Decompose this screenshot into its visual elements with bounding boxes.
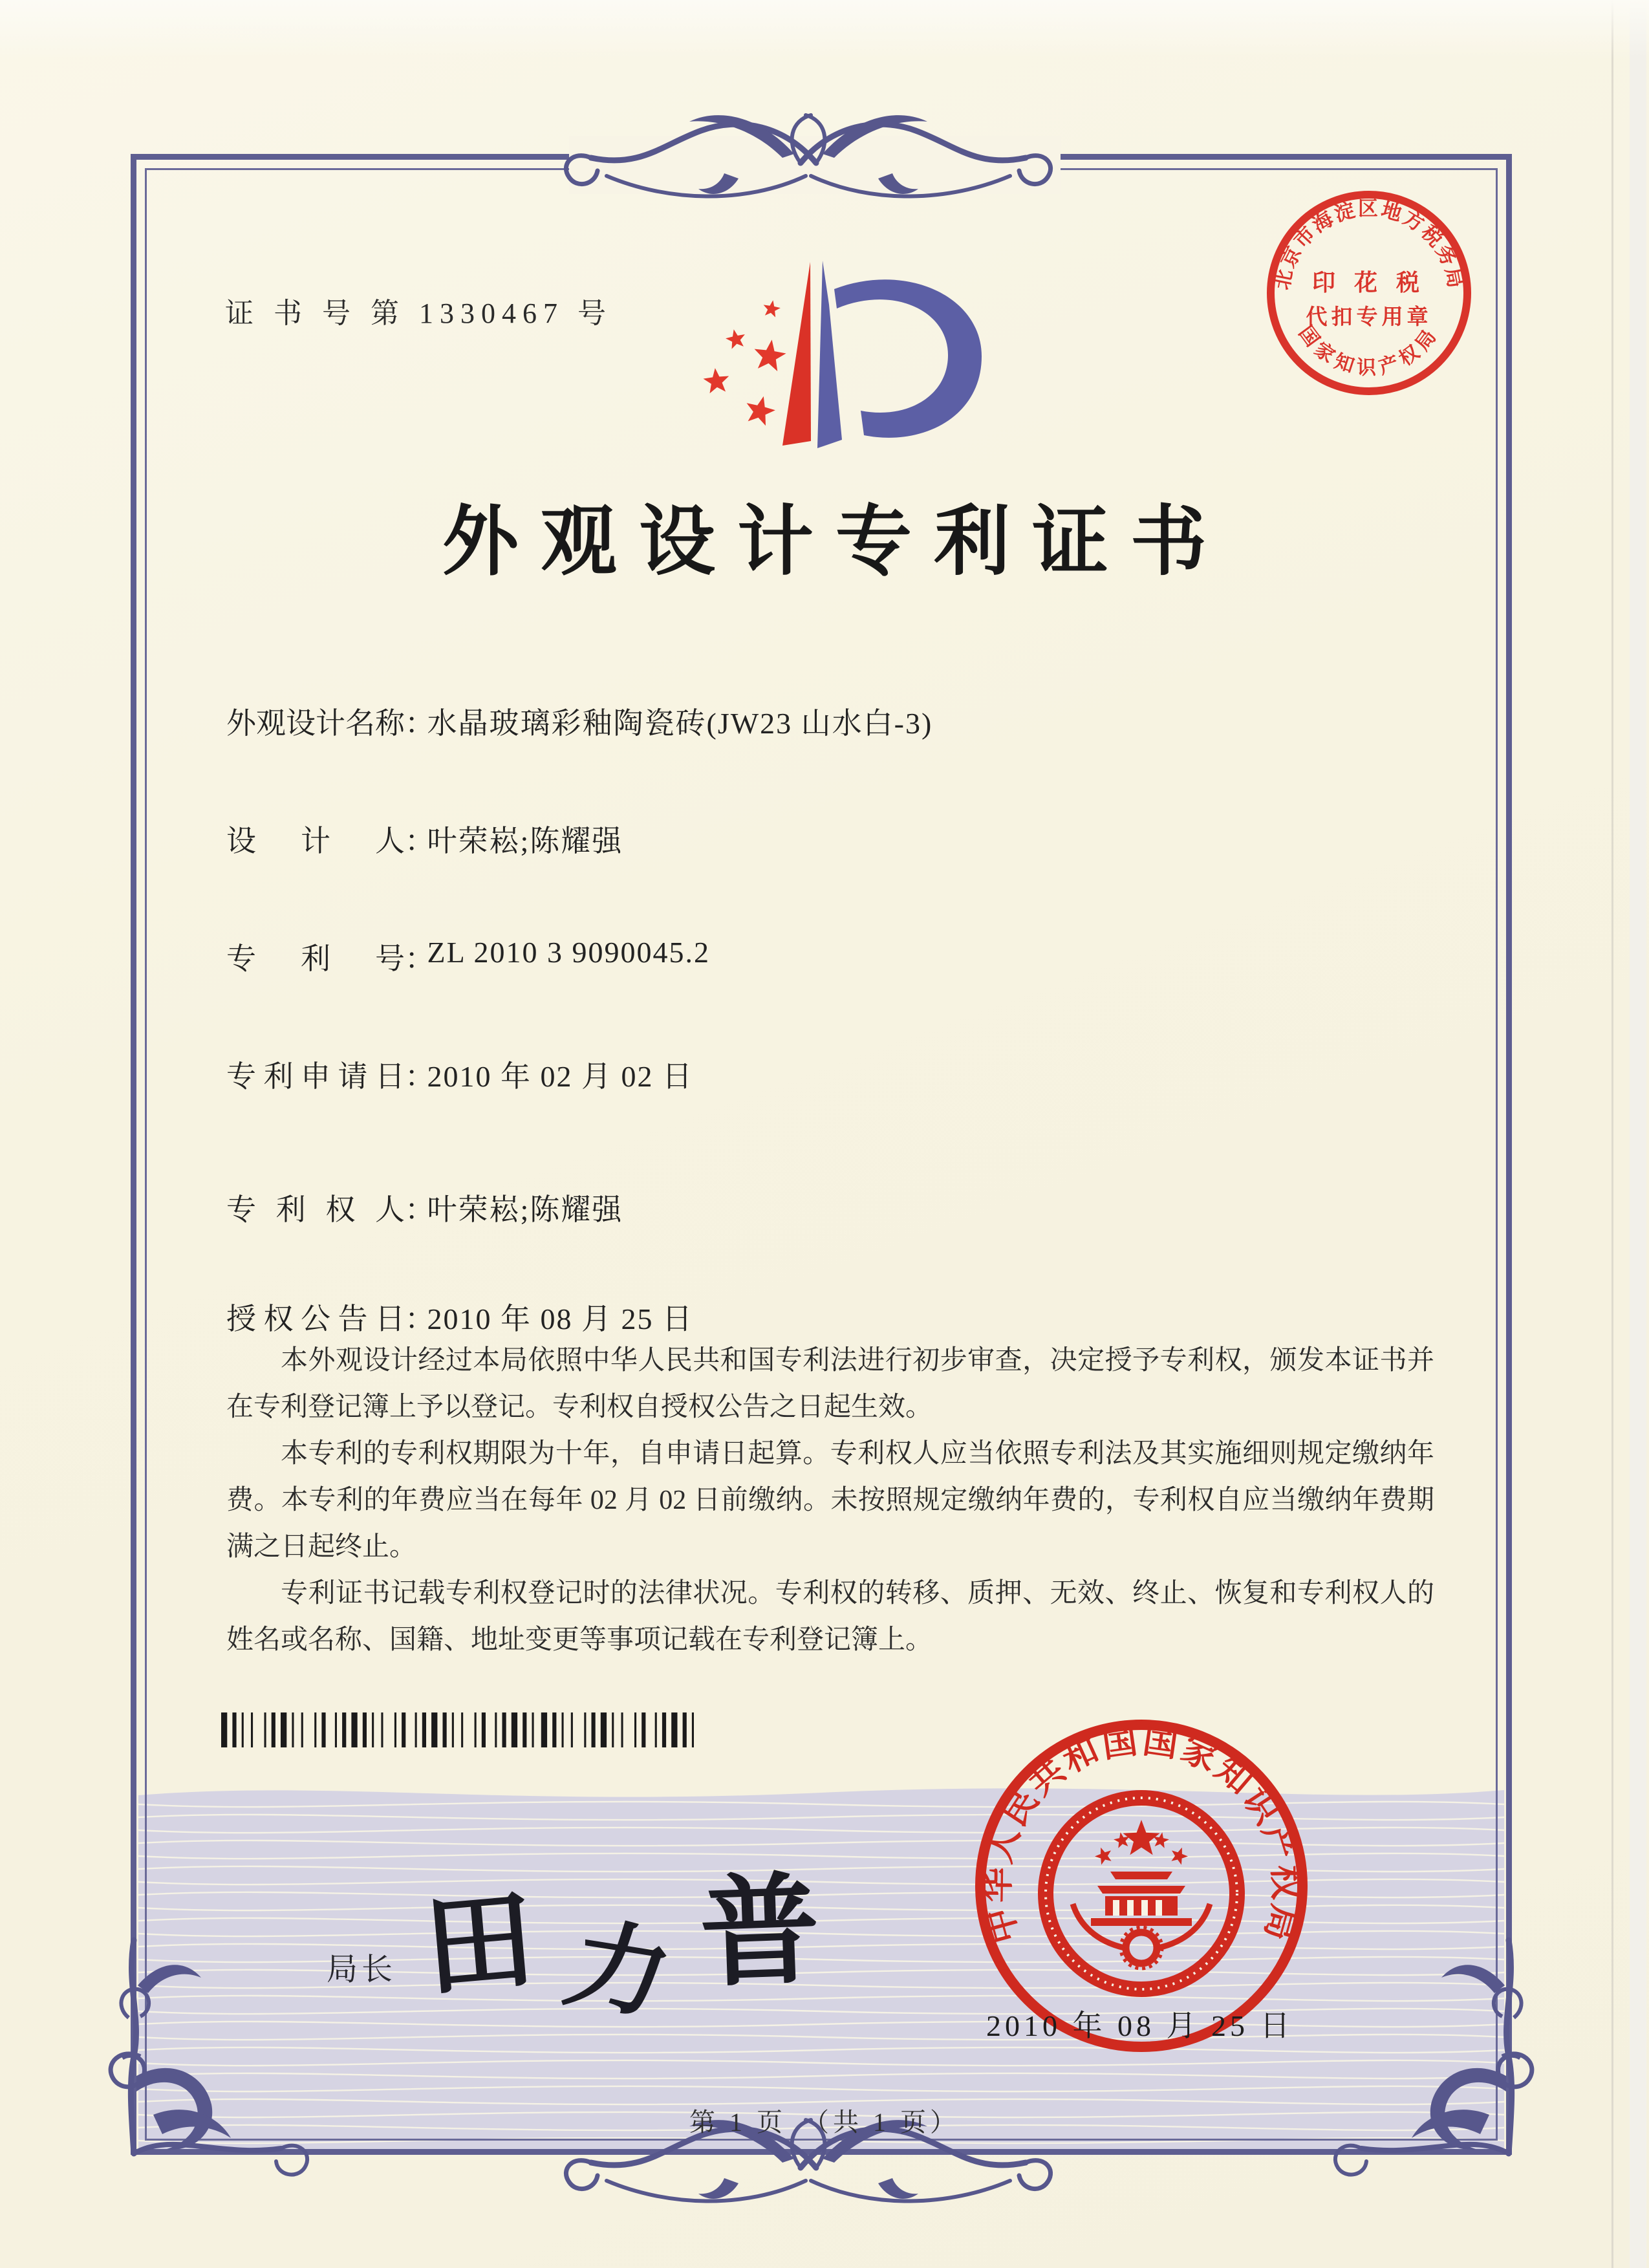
field-label: 专利权人 (226, 1193, 405, 1226)
field-patentee (226, 1186, 1442, 1229)
field-value: 水晶玻璃彩釉陶瓷砖(JW23 山水白-3) (427, 707, 933, 740)
field-design-name (226, 700, 1442, 742)
field-filing-date (226, 1053, 1442, 1096)
field-patent-number (226, 935, 1442, 978)
certificate-title: 外观设计专利证书 (442, 500, 1229, 585)
page-curl-highlight (0, 0, 1649, 58)
bottom-left-flourish (111, 1940, 307, 2175)
certificate-number: 证 书 号 第 1330467 号 (225, 297, 612, 329)
seal-date: 2010 年 08 月 25 日 (986, 2009, 1294, 2042)
field-colon: ： (405, 825, 435, 858)
tax-seal-center-line1: 印 花 税 (1311, 270, 1427, 296)
national-emblem (1046, 1798, 1237, 1989)
director-signature-char: 力 (554, 1905, 685, 2033)
sipo-logo (673, 248, 1022, 474)
field-value: 2010 年 02 月 02 日 (427, 1060, 693, 1093)
bottom-right-flourish (1335, 1940, 1532, 2175)
page-number: 第 1 页 （共 1 页） (689, 2108, 960, 2137)
field-colon: ： (405, 1060, 435, 1093)
paragraph-register: 专利证书记载专利权登记时的法律状况。专利权的转移、质押、无效、终止、恢复和专利权人的姓名或名称、国籍、地址变更等事项记载在专利登记簿上。 (226, 1579, 1434, 1655)
tax-seal-bottom-text: 国家知识产权局 (1294, 322, 1444, 379)
sipo-seal-ring-text: 中华人民共和国国家知识产权局 (977, 1721, 1306, 1948)
barcode (220, 1712, 702, 1747)
tax-stamp-seal (1240, 164, 1498, 422)
field-value: ZL 2010 3 9090045.2 (427, 936, 710, 969)
field-value: 2010 年 08 月 25 日 (427, 1302, 693, 1335)
paragraph-term: 本专利的专利权期限为十年，自申请日起算。专利权人应当依照专利法及其实施细则规定缴纳年费。本专利的年费应当在每年 02 月 02 日前缴纳。未按照规定缴纳年费的，专利权自应当缴纳年费期满之日起终止。 (226, 1439, 1434, 1562)
field-value: 叶荣崧;陈耀强 (427, 1193, 623, 1226)
logo-p-bowl (834, 279, 982, 438)
page-edge-line (1611, 0, 1613, 2268)
field-colon: ： (405, 707, 435, 740)
field-colon: ： (405, 1193, 435, 1226)
field-label: 外观设计名称 (226, 707, 405, 740)
director-label: 局长 (327, 1952, 397, 1987)
tax-seal-center-line2: 代扣专用章 (1306, 306, 1432, 329)
field-label: 授权公告日 (226, 1302, 405, 1335)
field-value: 叶荣崧;陈耀强 (427, 825, 623, 858)
field-colon: ： (405, 1302, 435, 1335)
logo-red-wedge (782, 262, 811, 446)
field-label: 设计人 (226, 825, 405, 858)
field-label: 专利申请日 (226, 1060, 405, 1093)
paragraph-grant: 本外观设计经过本局依照中华人民共和国专利法进行初步审查，决定授予专利权，颁发本证书并在专利登记簿上予以登记。专利权自授权公告之日起生效。 (226, 1346, 1434, 1422)
field-label: 专利号 (226, 942, 405, 975)
field-grant-date (226, 1295, 1442, 1338)
field-colon: ： (405, 942, 435, 975)
tax-seal-top-text: 北京市海淀区地方税务局 (1270, 197, 1468, 292)
scanner-margin (1630, 0, 1646, 2268)
director-signature-char: 普 (697, 1858, 823, 2004)
body-text (226, 1337, 1434, 1663)
director-signature-char: 田 (418, 1874, 540, 2013)
field-designer (226, 817, 1442, 860)
logo-stars (704, 300, 786, 426)
